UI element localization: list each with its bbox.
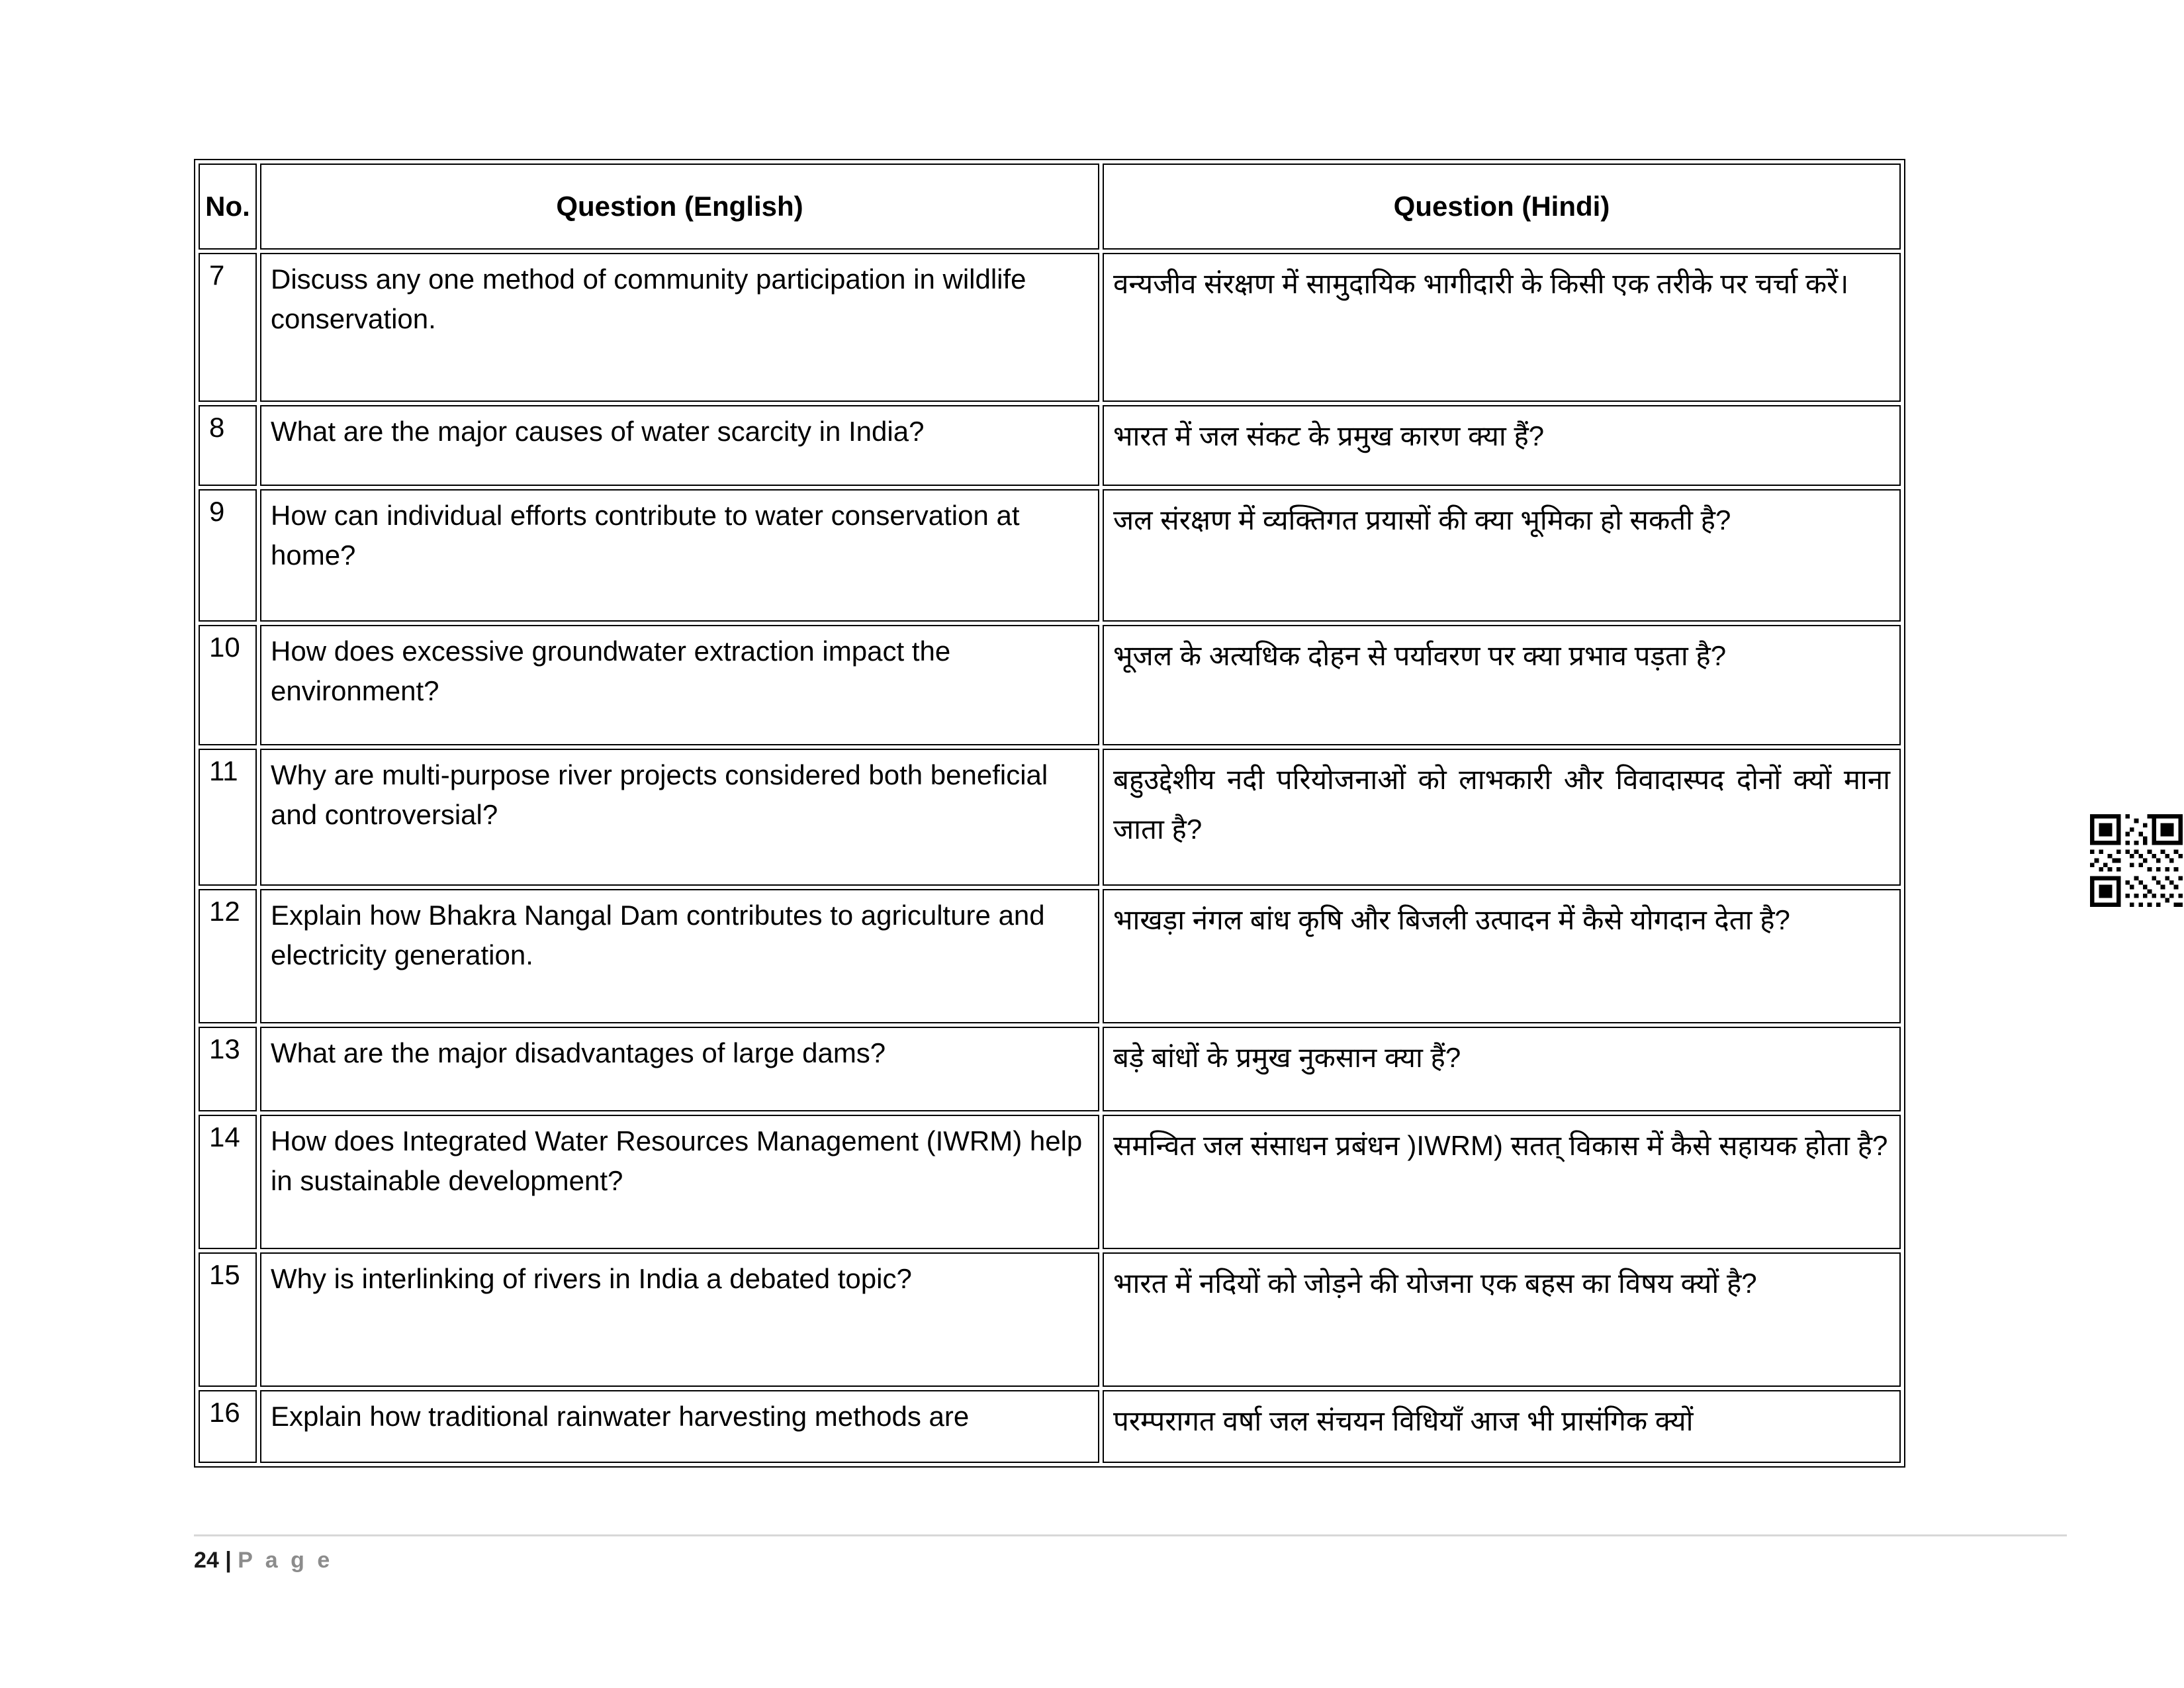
table-row: [199, 405, 1901, 486]
question-hindi-cell: बड़े बांधों के प्रमुख नुकसान क्या हैं?: [1103, 1027, 1901, 1111]
table-row: [199, 749, 1901, 886]
page-footer: [194, 1548, 333, 1573]
question-english-cell: How can individual efforts contribute to water conservation at home?: [260, 489, 1099, 622]
table-row: [199, 889, 1901, 1023]
question-english-cell: Explain how traditional rainwater harvesting methods are: [260, 1390, 1099, 1463]
question-hindi-cell: भूजल के अत्यधिक दोहन से पर्यावरण पर क्या प्रभाव पड़ता है?: [1103, 625, 1901, 745]
qr-code: [2090, 814, 2183, 907]
question-table: [194, 159, 1905, 1468]
question-hindi-cell: बहुउद्देशीय नदी परियोजनाओं को लाभकारी और विवादास्पद दोनों क्यों माना जाता है?: [1103, 749, 1901, 886]
page-number: 24: [194, 1548, 219, 1573]
question-hindi-cell: भारत में जल संकट के प्रमुख कारण क्या हैं?: [1103, 405, 1901, 486]
row-number-cell: 11: [199, 749, 257, 886]
question-table-body: [199, 253, 1901, 1463]
table-header-row: [199, 164, 1901, 250]
question-hindi-cell: जल संरक्षण में व्यक्तिगत प्रयासों की क्या भूमिका हो सकती है?: [1103, 489, 1901, 622]
question-english-cell: How does Integrated Water Resources Management (IWRM) help in sustainable development?: [260, 1115, 1099, 1249]
row-number-cell: 16: [199, 1390, 257, 1463]
header-no: No.: [199, 164, 257, 250]
table-row: [199, 625, 1901, 745]
question-english-cell: What are the major causes of water scarcity in India?: [260, 405, 1099, 486]
header-question-english: Question (English): [260, 164, 1099, 250]
row-number-cell: 12: [199, 889, 257, 1023]
row-number-cell: 10: [199, 625, 257, 745]
question-english-cell: Why are multi-purpose river projects considered both beneficial and controversial?: [260, 749, 1099, 886]
footer-rule: [194, 1534, 2067, 1536]
row-number-cell: 15: [199, 1252, 257, 1387]
table-row: [199, 1115, 1901, 1249]
question-english-cell: Why is interlinking of rivers in India a debated topic?: [260, 1252, 1099, 1387]
question-hindi-cell: भाखड़ा नंगल बांध कृषि और बिजली उत्पादन में कैसे योगदान देता है?: [1103, 889, 1901, 1023]
question-english-cell: How does excessive groundwater extraction impact the environment?: [260, 625, 1099, 745]
row-number-cell: 13: [199, 1027, 257, 1111]
table-row: [199, 1390, 1901, 1463]
row-number-cell: 14: [199, 1115, 257, 1249]
footer-separator: |: [218, 1548, 238, 1573]
table-row: [199, 253, 1901, 402]
row-number-cell: 8: [199, 405, 257, 486]
footer-page-label: P a g e: [238, 1548, 334, 1573]
question-hindi-cell: परम्परागत वर्षा जल संचयन विधियाँ आज भी प्रासंगिक क्यों: [1103, 1390, 1901, 1463]
row-number-cell: 9: [199, 489, 257, 622]
row-number-cell: 7: [199, 253, 257, 402]
question-english-cell: Discuss any one method of community participation in wildlife conservation.: [260, 253, 1099, 402]
table-row: [199, 489, 1901, 622]
question-english-cell: Explain how Bhakra Nangal Dam contributes to agriculture and electricity generation.: [260, 889, 1099, 1023]
question-hindi-cell: भारत में नदियों को जोड़ने की योजना एक बहस का विषय क्यों है?: [1103, 1252, 1901, 1387]
header-question-hindi: Question (Hindi): [1103, 164, 1901, 250]
question-hindi-cell: वन्यजीव संरक्षण में सामुदायिक भागीदारी के किसी एक तरीके पर चर्चा करें।: [1103, 253, 1901, 402]
table-row: [199, 1027, 1901, 1111]
question-hindi-cell: समन्वित जल संसाधन प्रबंधन )IWRM) सतत् विकास में कैसे सहायक होता है?: [1103, 1115, 1901, 1249]
table-row: [199, 1252, 1901, 1387]
question-english-cell: What are the major disadvantages of large dams?: [260, 1027, 1099, 1111]
